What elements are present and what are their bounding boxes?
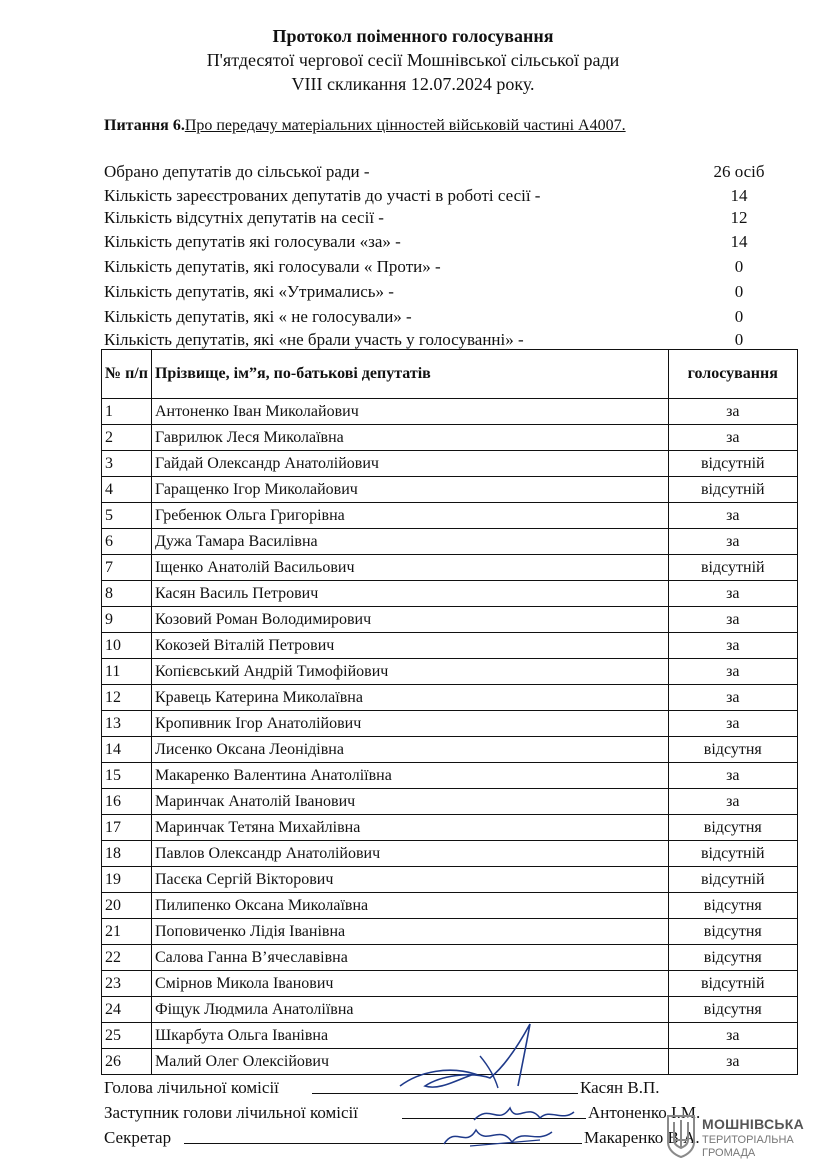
- row-number: 22: [102, 945, 152, 971]
- deputy-name: Козовий Роман Володимирович: [151, 607, 668, 633]
- deputy-name: Гаврилюк Леся Миколаївна: [151, 425, 668, 451]
- row-number: 25: [102, 1023, 152, 1049]
- table-row: [102, 503, 798, 529]
- table-row: [102, 789, 798, 815]
- document-title: Протокол поіменного голосування: [272, 26, 554, 46]
- vote-result: за: [668, 1049, 797, 1075]
- table-row: [102, 425, 798, 451]
- session-subtitle: П'ятдесятої чергової сесії Мошнівської сільської ради: [206, 50, 620, 70]
- signature-role: Заступник голови лічильної комісії: [104, 1103, 359, 1122]
- stat-against: [104, 255, 784, 279]
- deputy-name: Кропивник Ігор Анатолійович: [151, 711, 668, 737]
- vote-result: за: [668, 581, 797, 607]
- stat-label: Кількість відсутніх депутатів на сесії -: [104, 208, 384, 227]
- stat-value: 12: [730, 208, 748, 227]
- vote-result: за: [668, 633, 797, 659]
- row-number: 13: [102, 711, 152, 737]
- deputy-name: Шкарбута Ольга Іванівна: [151, 1023, 668, 1049]
- signature-role: Секретар: [104, 1128, 172, 1147]
- convocation-date: VIII скликання 12.07.2024 року.: [291, 74, 535, 94]
- vote-result: за: [668, 685, 797, 711]
- deputy-name: Салова Ганна В’ячеславівна: [151, 945, 668, 971]
- table-row: [102, 945, 798, 971]
- signature-person: Антоненко І.М.: [588, 1103, 701, 1122]
- header-vote: голосування: [668, 350, 797, 399]
- signature-row: [104, 1126, 724, 1150]
- row-number: 8: [102, 581, 152, 607]
- row-number: 24: [102, 997, 152, 1023]
- table-row: [102, 477, 798, 503]
- row-number: 10: [102, 633, 152, 659]
- vote-result: за: [668, 399, 797, 425]
- row-number: 1: [102, 399, 152, 425]
- signature-person: Макаренко В.А.: [584, 1128, 700, 1147]
- stat-for: [104, 230, 784, 254]
- vote-result: відсутній: [668, 555, 797, 581]
- row-number: 26: [102, 1049, 152, 1075]
- stat-value: 14: [730, 232, 748, 251]
- table-row: [102, 685, 798, 711]
- signature-role: Голова лічильної комісії: [104, 1078, 279, 1097]
- deputy-name: Маринчак Анатолій Іванович: [151, 789, 668, 815]
- vote-result: відсутня: [668, 997, 797, 1023]
- stat-label: Кількість депутатів, які « не голосували» -: [104, 307, 412, 326]
- table-header-row: [102, 350, 798, 399]
- deputy-name: Малий Олег Олексійович: [151, 1049, 668, 1075]
- stat-label: Кількість депутатів, які «Утримались» -: [104, 282, 394, 301]
- deputy-name: Антоненко Іван Миколайович: [151, 399, 668, 425]
- vote-result: за: [668, 607, 797, 633]
- table-row: [102, 529, 798, 555]
- row-number: 16: [102, 789, 152, 815]
- vote-result: за: [668, 529, 797, 555]
- row-number: 4: [102, 477, 152, 503]
- table-row: [102, 659, 798, 685]
- deputy-name: Пилипенко Оксана Миколаївна: [151, 893, 668, 919]
- logo-sub2: ГРОМАДА: [702, 1147, 756, 1159]
- deputy-name: Касян Василь Петрович: [151, 581, 668, 607]
- vote-result: відсутня: [668, 815, 797, 841]
- stat-label: Кількість депутатів які голосували «за» -: [104, 232, 401, 251]
- table-row: [102, 841, 798, 867]
- deputy-name: Макаренко Валентина Анатоліївна: [151, 763, 668, 789]
- signature-person: Касян В.П.: [580, 1078, 660, 1097]
- stat-value: 0: [734, 330, 744, 349]
- community-logo: [666, 1114, 816, 1162]
- table-row: [102, 451, 798, 477]
- deputy-name: Пасєка Сергій Вікторович: [151, 867, 668, 893]
- deputy-name: Кравець Катерина Миколаївна: [151, 685, 668, 711]
- logo-sub1: ТЕРИТОРІАЛЬНА: [702, 1134, 794, 1146]
- vote-result: за: [668, 1023, 797, 1049]
- deputy-name: Павлов Олександр Анатолійович: [151, 841, 668, 867]
- table-row: [102, 867, 798, 893]
- stat-value: 14: [730, 186, 748, 205]
- signature-scribble: [440, 1120, 560, 1150]
- table-row: [102, 893, 798, 919]
- question-text: Про передачу матеріальних цінностей військовій частині А4007.: [184, 117, 626, 134]
- vote-result: за: [668, 789, 797, 815]
- stat-not-voted: [104, 305, 784, 329]
- header-name: Прізвище, ім”я, по-батькові депутатів: [151, 350, 668, 399]
- table-row: [102, 399, 798, 425]
- stat-label: Обрано депутатів до сільської ради -: [104, 162, 370, 181]
- vote-result: за: [668, 425, 797, 451]
- deputy-name: Дужа Тамара Василівна: [151, 529, 668, 555]
- vote-result: за: [668, 711, 797, 737]
- table-row: [102, 633, 798, 659]
- stat-value: 26 осіб: [713, 162, 765, 181]
- table-row: [102, 711, 798, 737]
- row-number: 5: [102, 503, 152, 529]
- deputy-name: Смірнов Микола Іванович: [151, 971, 668, 997]
- row-number: 23: [102, 971, 152, 997]
- row-number: 3: [102, 451, 152, 477]
- row-number: 11: [102, 659, 152, 685]
- row-number: 18: [102, 841, 152, 867]
- deputy-name: Маринчак Тетяна Михайлівна: [151, 815, 668, 841]
- deputy-name: Поповиченко Лідія Іванівна: [151, 919, 668, 945]
- row-number: 17: [102, 815, 152, 841]
- vote-result: відсутній: [668, 867, 797, 893]
- vote-result: відсутня: [668, 945, 797, 971]
- vote-result: відсутня: [668, 893, 797, 919]
- table-row: [102, 919, 798, 945]
- trident-emblem-icon: [666, 1114, 696, 1158]
- table-row: [102, 763, 798, 789]
- stat-abstained: [104, 280, 784, 304]
- header-number: № п/п: [102, 350, 152, 399]
- stat-label: Кількість депутатів, які «не брали участь у голосуванні» -: [104, 330, 524, 349]
- deputy-name: Кокозей Віталій Петрович: [151, 633, 668, 659]
- deputy-name: Лисенко Оксана Леонідівна: [151, 737, 668, 763]
- deputy-name: Копієвський Андрій Тимофійович: [151, 659, 668, 685]
- question-number: Питання 6.: [104, 117, 185, 134]
- table-row: [102, 815, 798, 841]
- row-number: 14: [102, 737, 152, 763]
- deputy-name: Гаращенко Ігор Миколайович: [151, 477, 668, 503]
- signature-row: [104, 1101, 724, 1125]
- table-row: [102, 737, 798, 763]
- vote-result: відсутня: [668, 919, 797, 945]
- deputy-name: Гайдай Олександр Анатолійович: [151, 451, 668, 477]
- vote-result: відсутній: [668, 971, 797, 997]
- signature-scribble: [380, 1016, 560, 1096]
- stat-value: 0: [734, 282, 744, 301]
- table-row: [102, 971, 798, 997]
- stat-label: Кількість депутатів, які голосували « Проти» -: [104, 257, 441, 276]
- table-row: [102, 581, 798, 607]
- deputy-name: Фіщук Людмила Анатоліївна: [151, 997, 668, 1023]
- row-number: 21: [102, 919, 152, 945]
- stat-absent: [104, 206, 784, 230]
- vote-result: за: [668, 503, 797, 529]
- row-number: 9: [102, 607, 152, 633]
- row-number: 2: [102, 425, 152, 451]
- vote-result: за: [668, 659, 797, 685]
- deputy-name: Іщенко Анатолій Васильович: [151, 555, 668, 581]
- table-row: [102, 607, 798, 633]
- stat-label: Кількість зареєстрованих депутатів до участі в роботі сесії -: [104, 186, 541, 205]
- row-number: 6: [102, 529, 152, 555]
- stat-elected: [104, 160, 784, 184]
- vote-result: відсутній: [668, 477, 797, 503]
- stat-value: 0: [734, 257, 744, 276]
- stat-value: 0: [734, 307, 744, 326]
- vote-result: відсутній: [668, 451, 797, 477]
- vote-result: відсутній: [668, 841, 797, 867]
- table-row: [102, 555, 798, 581]
- row-number: 12: [102, 685, 152, 711]
- stat-registered: [104, 184, 784, 208]
- table-body: [102, 399, 798, 1075]
- vote-result: за: [668, 763, 797, 789]
- row-number: 7: [102, 555, 152, 581]
- roll-call-table: [101, 349, 798, 1075]
- agenda-question: [104, 117, 626, 135]
- logo-name: МОШНІВСЬКА: [702, 1116, 805, 1132]
- row-number: 20: [102, 893, 152, 919]
- deputy-name: Гребенюк Ольга Григорівна: [151, 503, 668, 529]
- vote-result: відсутня: [668, 737, 797, 763]
- row-number: 19: [102, 867, 152, 893]
- row-number: 15: [102, 763, 152, 789]
